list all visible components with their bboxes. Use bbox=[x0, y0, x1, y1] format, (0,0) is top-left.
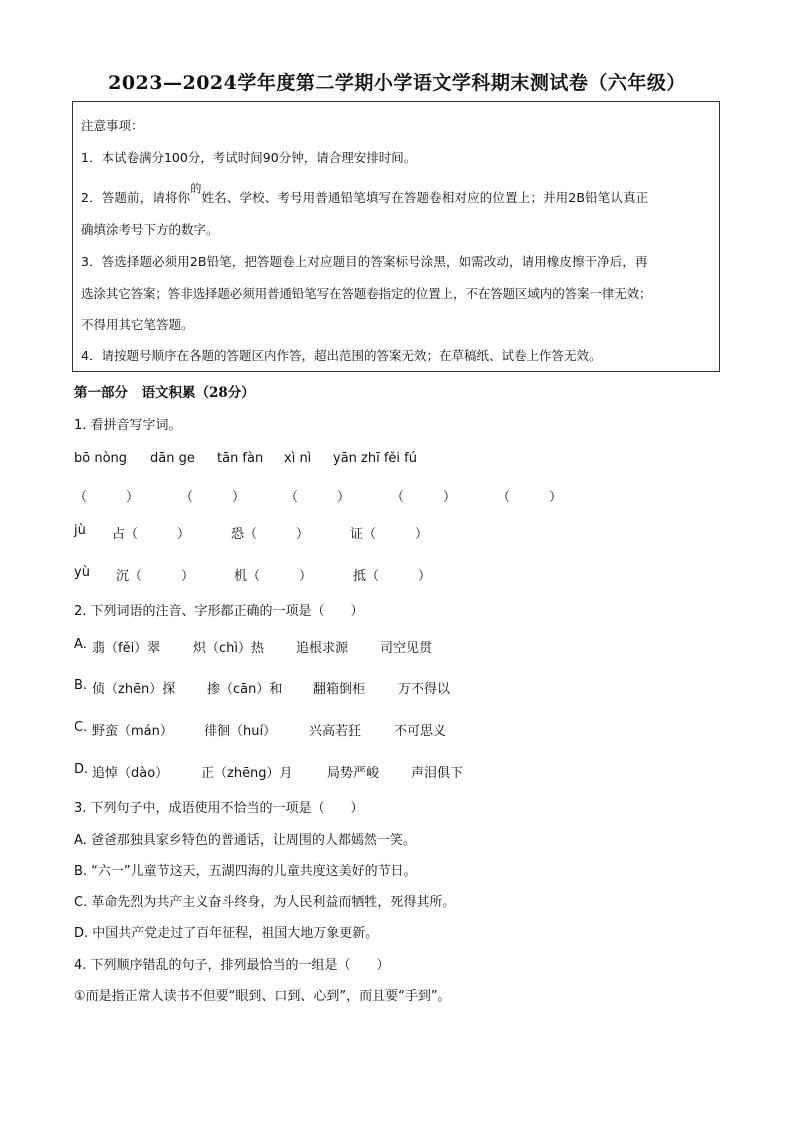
option-word: 正（zhēng）月 bbox=[201, 766, 293, 781]
option-word: 追根求源 bbox=[296, 641, 349, 656]
notice-item-2-mark: 的 bbox=[190, 182, 202, 195]
pinyin-item: tān fàn bbox=[217, 451, 264, 466]
q4-stem: 4. 下列顺序错乱的句子，排列最恰当的一组是（ ） bbox=[74, 958, 390, 973]
notice-item-4: 4．请按题号顺序在各题的答题区内作答，超出范围的答案无效；在草稿纸、试卷上作答无效。 bbox=[81, 348, 602, 363]
pinyin-item: yān zhī fěi fú bbox=[333, 451, 417, 466]
page-title: 2023—2024学年度第二学期小学语文学科期末测试卷（六年级） bbox=[108, 72, 686, 94]
option-word: 野蛮（mán） bbox=[92, 724, 173, 739]
polyphone-item[interactable]: 占（ ） bbox=[112, 527, 191, 542]
polyphone-item[interactable]: 沉（ ） bbox=[116, 569, 195, 584]
option-label: D. bbox=[74, 762, 89, 777]
q1-stem: 1. 看拼音写字词。 bbox=[74, 418, 182, 433]
option-word: 万不得以 bbox=[398, 682, 451, 697]
q3-option-d[interactable]: D. 中国共产党走过了百年征程，祖国大地万象更新。 bbox=[74, 926, 379, 941]
option-word: 翡（fěi）翠 bbox=[92, 641, 161, 656]
section-heading: 第一部分 语文积累（28分） bbox=[74, 385, 255, 401]
q4-sentence-1: ①而是指正常人读书不但要“眼到、口到、心到”，而且要“手到”。 bbox=[74, 989, 451, 1004]
option-word: 侦（zhēn）探 bbox=[92, 682, 176, 697]
notice-item-3-end: 不得用其它笔答题。 bbox=[81, 317, 194, 332]
answer-blank[interactable]: （ ） bbox=[391, 490, 457, 505]
polyphone-item[interactable]: 证（ ） bbox=[350, 527, 429, 542]
notice-item-3-continued: 选涂其它答案；答非选择题必须用普通铅笔写在答题卷指定的位置上，不在答题区域内的答案一律无效； bbox=[81, 286, 652, 301]
notice-item-2-part-b: 姓名、学校、考号用普通铅笔填写在答题卷相对应的位置上；并用2B铅笔认真正 bbox=[201, 190, 649, 205]
polyphone-item[interactable]: 恐（ ） bbox=[231, 527, 310, 542]
notice-item-1: 1．本试卷满分100分，考试时间90分钟，请合理安排时间。 bbox=[81, 150, 417, 165]
notice-box bbox=[72, 101, 720, 372]
notice-item-2-part-a: 2．答题前，请将你 bbox=[81, 190, 191, 205]
polyphone-item[interactable]: 机（ ） bbox=[234, 569, 313, 584]
option-word: 兴高若狂 bbox=[309, 724, 362, 739]
pinyin-label: jù bbox=[74, 523, 86, 538]
answer-blank[interactable]: （ ） bbox=[74, 490, 140, 505]
q2-stem: 2. 下列词语的注音、字形都正确的一项是（ ） bbox=[74, 604, 364, 619]
q2-option-d[interactable] bbox=[0, 762, 794, 780]
q1-blank-row bbox=[0, 486, 794, 504]
option-word: 炽（chì）热 bbox=[193, 641, 264, 656]
answer-blank[interactable]: （ ） bbox=[180, 490, 246, 505]
option-label: C. bbox=[74, 720, 88, 735]
q2-option-a[interactable] bbox=[0, 637, 794, 655]
q3-stem: 3. 下列句子中，成语使用不恰当的一项是（ ） bbox=[74, 801, 364, 816]
q3-option-a[interactable]: A. 爸爸那独具家乡特色的普通话，让周围的人都嫣然一笑。 bbox=[74, 833, 416, 848]
option-label: A. bbox=[74, 637, 87, 652]
option-word: 不可思义 bbox=[394, 724, 447, 739]
q1-yu-row bbox=[0, 565, 794, 583]
option-word: 掺（cān）和 bbox=[207, 682, 283, 697]
pinyin-label: yù bbox=[74, 565, 90, 580]
q2-option-b[interactable] bbox=[0, 678, 794, 696]
pinyin-item: dān ge bbox=[150, 451, 195, 466]
option-word: 司空见贯 bbox=[380, 641, 433, 656]
option-word: 局势严峻 bbox=[327, 766, 380, 781]
notice-item-2 bbox=[81, 182, 649, 206]
pinyin-item: xì nì bbox=[284, 451, 312, 466]
q2-option-c[interactable] bbox=[0, 720, 794, 738]
option-word: 追悼（dào） bbox=[92, 766, 169, 781]
polyphone-item[interactable]: 抵（ ） bbox=[353, 569, 432, 584]
notice-item-3: 3．答选择题必须用2B铅笔，把答题卷上对应题目的答案标号涂黑，如需改动，请用橡皮擦干净后，再 bbox=[81, 254, 648, 269]
option-word: 徘徊（huí） bbox=[204, 724, 277, 739]
notice-item-2-continued: 确填涂考号下方的数字。 bbox=[81, 222, 219, 237]
answer-blank[interactable]: （ ） bbox=[285, 490, 351, 505]
answer-blank[interactable]: （ ） bbox=[497, 490, 563, 505]
q1-ju-row bbox=[0, 523, 794, 541]
option-word: 翻箱倒柜 bbox=[313, 682, 366, 697]
option-label: B. bbox=[74, 678, 88, 693]
option-word: 声泪俱下 bbox=[411, 766, 464, 781]
notice-heading: 注意事项： bbox=[81, 118, 144, 133]
q1-pinyin-row bbox=[0, 451, 794, 469]
q3-option-c[interactable]: C. 革命先烈为共产主义奋斗终身，为人民利益而牺牲，死得其所。 bbox=[74, 895, 456, 910]
q3-option-b[interactable]: B. “六一”儿童节这天，五湖四海的儿童共度这美好的节日。 bbox=[74, 864, 417, 879]
pinyin-item: bō nòng bbox=[74, 451, 128, 466]
